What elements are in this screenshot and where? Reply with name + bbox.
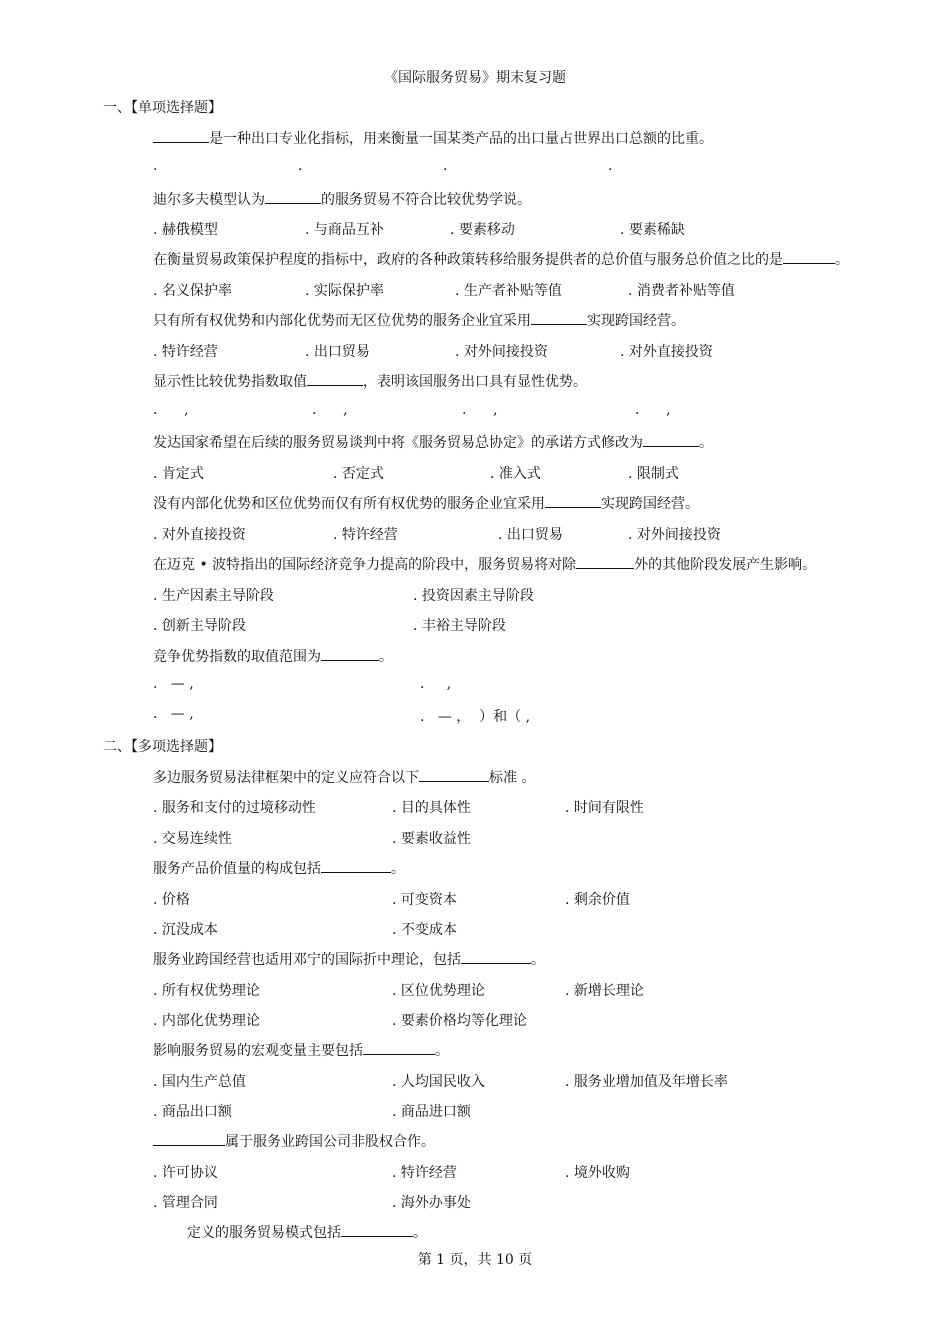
question-5: 显示性比较优势指数取值 ，表明该国服务出口具有显性优势。 bbox=[153, 374, 587, 390]
option-9d: . — ， ）和（ , bbox=[420, 709, 531, 725]
question-7: 没有内部化优势和区位优势而仅有所有权优势的服务企业宜采用 实现跨国经营。 bbox=[153, 496, 699, 512]
multi-question-1: 多边服务贸易法律框架中的定义应符合以下 标准 。 bbox=[153, 770, 536, 786]
option-6c: . 准入式 bbox=[490, 466, 541, 482]
option-1b: . bbox=[298, 158, 303, 174]
option-m2c: . 剩余价值 bbox=[565, 892, 630, 908]
answer-blank bbox=[265, 191, 321, 204]
question-4: 只有所有权优势和内部化优势而无区位优势的服务企业宜采用 实现跨国经营。 bbox=[153, 313, 685, 329]
option-m1b: . 目的具体性 bbox=[392, 800, 471, 816]
answer-blank bbox=[783, 251, 835, 264]
option-1d: . bbox=[608, 158, 613, 174]
option-9a: . — , bbox=[153, 676, 194, 692]
option-7d: . 对外间接投资 bbox=[628, 527, 721, 543]
option-5c: . , bbox=[462, 402, 498, 418]
option-6a: . 肯定式 bbox=[153, 466, 204, 482]
answer-blank bbox=[307, 373, 363, 386]
option-2b: . 与商品互补 bbox=[305, 222, 384, 238]
option-m2b: . 可变资本 bbox=[392, 892, 457, 908]
multi-question-5: 属于服务业跨国公司非股权合作。 bbox=[153, 1131, 435, 1151]
option-m3c: . 新增长理论 bbox=[565, 983, 644, 999]
multi-question-2: 服务产品价值量的构成包括 。 bbox=[153, 861, 405, 877]
option-m3a: . 所有权优势理论 bbox=[153, 983, 260, 999]
answer-blank bbox=[545, 495, 601, 508]
answer-blank bbox=[419, 769, 489, 782]
option-m3d: . 内部化优势理论 bbox=[153, 1013, 260, 1029]
multi-question-4: 影响服务贸易的宏观变量主要包括 。 bbox=[153, 1043, 449, 1059]
option-m1c: . 时间有限性 bbox=[565, 800, 644, 816]
option-m4e: . 商品进口额 bbox=[392, 1104, 471, 1120]
option-5a: . , bbox=[153, 402, 189, 418]
option-6b: . 否定式 bbox=[333, 466, 384, 482]
question-3: 在衡量贸易政策保护程度的指标中，政府的各种政策转移给服务提供者的总价值与服务总价值之比的是 。 bbox=[153, 252, 849, 268]
document-title: 《国际服务贸易》期末复习题 bbox=[384, 70, 566, 86]
question-2: 迪尔多夫模型认为 的服务贸易不符合比较优势学说。 bbox=[153, 192, 531, 208]
option-7a: . 对外直接投资 bbox=[153, 527, 246, 543]
answer-blank bbox=[321, 648, 379, 661]
option-5b: . , bbox=[312, 402, 348, 418]
answer-blank bbox=[531, 312, 587, 325]
answer-blank bbox=[643, 434, 699, 447]
option-m4a: . 国内生产总值 bbox=[153, 1074, 246, 1090]
option-4a: . 特许经营 bbox=[153, 344, 218, 360]
answer-blank bbox=[321, 860, 391, 873]
option-m3b: . 区位优势理论 bbox=[392, 983, 485, 999]
question-1: 是一种出口专业化指标，用来衡量一国某类产品的出口量占世界出口总额的比重。 bbox=[153, 128, 713, 148]
option-3c: . 生产者补贴等值 bbox=[455, 283, 562, 299]
option-2d: . 要素稀缺 bbox=[620, 222, 685, 238]
page-footer: 第 1 页，共 10 页 bbox=[417, 1252, 533, 1268]
option-m5d: . 管理合同 bbox=[153, 1195, 218, 1211]
option-m1a: . 服务和支付的过境移动性 bbox=[153, 800, 316, 816]
option-3a: . 名义保护率 bbox=[153, 283, 232, 299]
answer-blank bbox=[341, 1224, 413, 1237]
option-3b: . 实际保护率 bbox=[305, 283, 384, 299]
section-single-choice-heading: 一、【单项选择题】 bbox=[103, 100, 222, 116]
option-m5c: . 境外收购 bbox=[565, 1165, 630, 1181]
multi-question-6: 定义的服务贸易模式包括 。 bbox=[187, 1225, 427, 1241]
question-8: 在迈克 • 波特指出的国际经济竞争力提高的阶段中，服务贸易将对除 外的其他阶段发展产生影响。 bbox=[153, 557, 817, 573]
option-7c: . 出口贸易 bbox=[498, 527, 563, 543]
option-8d: . 丰裕主导阶段 bbox=[413, 618, 506, 634]
option-6d: . 限制式 bbox=[628, 466, 679, 482]
option-m3e: . 要素价格均等化理论 bbox=[392, 1013, 527, 1029]
option-m4c: . 服务业增加值及年增长率 bbox=[565, 1074, 728, 1090]
option-m5e: . 海外办事处 bbox=[392, 1195, 471, 1211]
option-8c: . 创新主导阶段 bbox=[153, 618, 246, 634]
option-m5a: . 许可协议 bbox=[153, 1165, 218, 1181]
option-5d: . , bbox=[635, 402, 671, 418]
answer-blank bbox=[363, 1042, 435, 1055]
option-2c: . 要素移动 bbox=[450, 222, 515, 238]
option-7b: . 特许经营 bbox=[333, 527, 398, 543]
answer-blank bbox=[153, 1133, 225, 1146]
option-4d: . 对外直接投资 bbox=[620, 344, 713, 360]
option-m4d: . 商品出口额 bbox=[153, 1104, 232, 1120]
answer-blank bbox=[461, 951, 531, 964]
option-m1e: . 要素收益性 bbox=[392, 831, 471, 847]
question-9: 竞争优势指数的取值范围为 。 bbox=[153, 649, 393, 665]
option-8a: . 生产因素主导阶段 bbox=[153, 588, 274, 604]
option-4b: . 出口贸易 bbox=[305, 344, 370, 360]
answer-blank bbox=[576, 556, 634, 569]
option-8b: . 投资因素主导阶段 bbox=[413, 588, 534, 604]
option-m4b: . 人均国民收入 bbox=[392, 1074, 485, 1090]
multi-question-3: 服务业跨国经营也适用邓宁的国际折中理论，包括 。 bbox=[153, 952, 545, 968]
option-2a: . 赫俄模型 bbox=[153, 222, 218, 238]
option-4c: . 对外间接投资 bbox=[455, 344, 548, 360]
option-1c: . bbox=[443, 158, 448, 174]
option-9b: . , bbox=[420, 676, 452, 692]
option-m2d: . 沉没成本 bbox=[153, 922, 218, 938]
question-6: 发达国家希望在后续的服务贸易谈判中将《服务贸易总协定》的承诺方式修改为 。 bbox=[153, 435, 713, 451]
option-3d: . 消费者补贴等值 bbox=[628, 283, 735, 299]
option-m2a: . 价格 bbox=[153, 892, 190, 908]
option-m5b: . 特许经营 bbox=[392, 1165, 457, 1181]
option-m2e: . 不变成本 bbox=[392, 922, 457, 938]
option-m1d: . 交易连续性 bbox=[153, 831, 232, 847]
section-multiple-choice-heading: 二、【多项选择题】 bbox=[103, 739, 222, 755]
answer-blank bbox=[153, 130, 209, 143]
option-9c: . — , bbox=[153, 706, 194, 722]
option-1a: . bbox=[153, 158, 158, 174]
